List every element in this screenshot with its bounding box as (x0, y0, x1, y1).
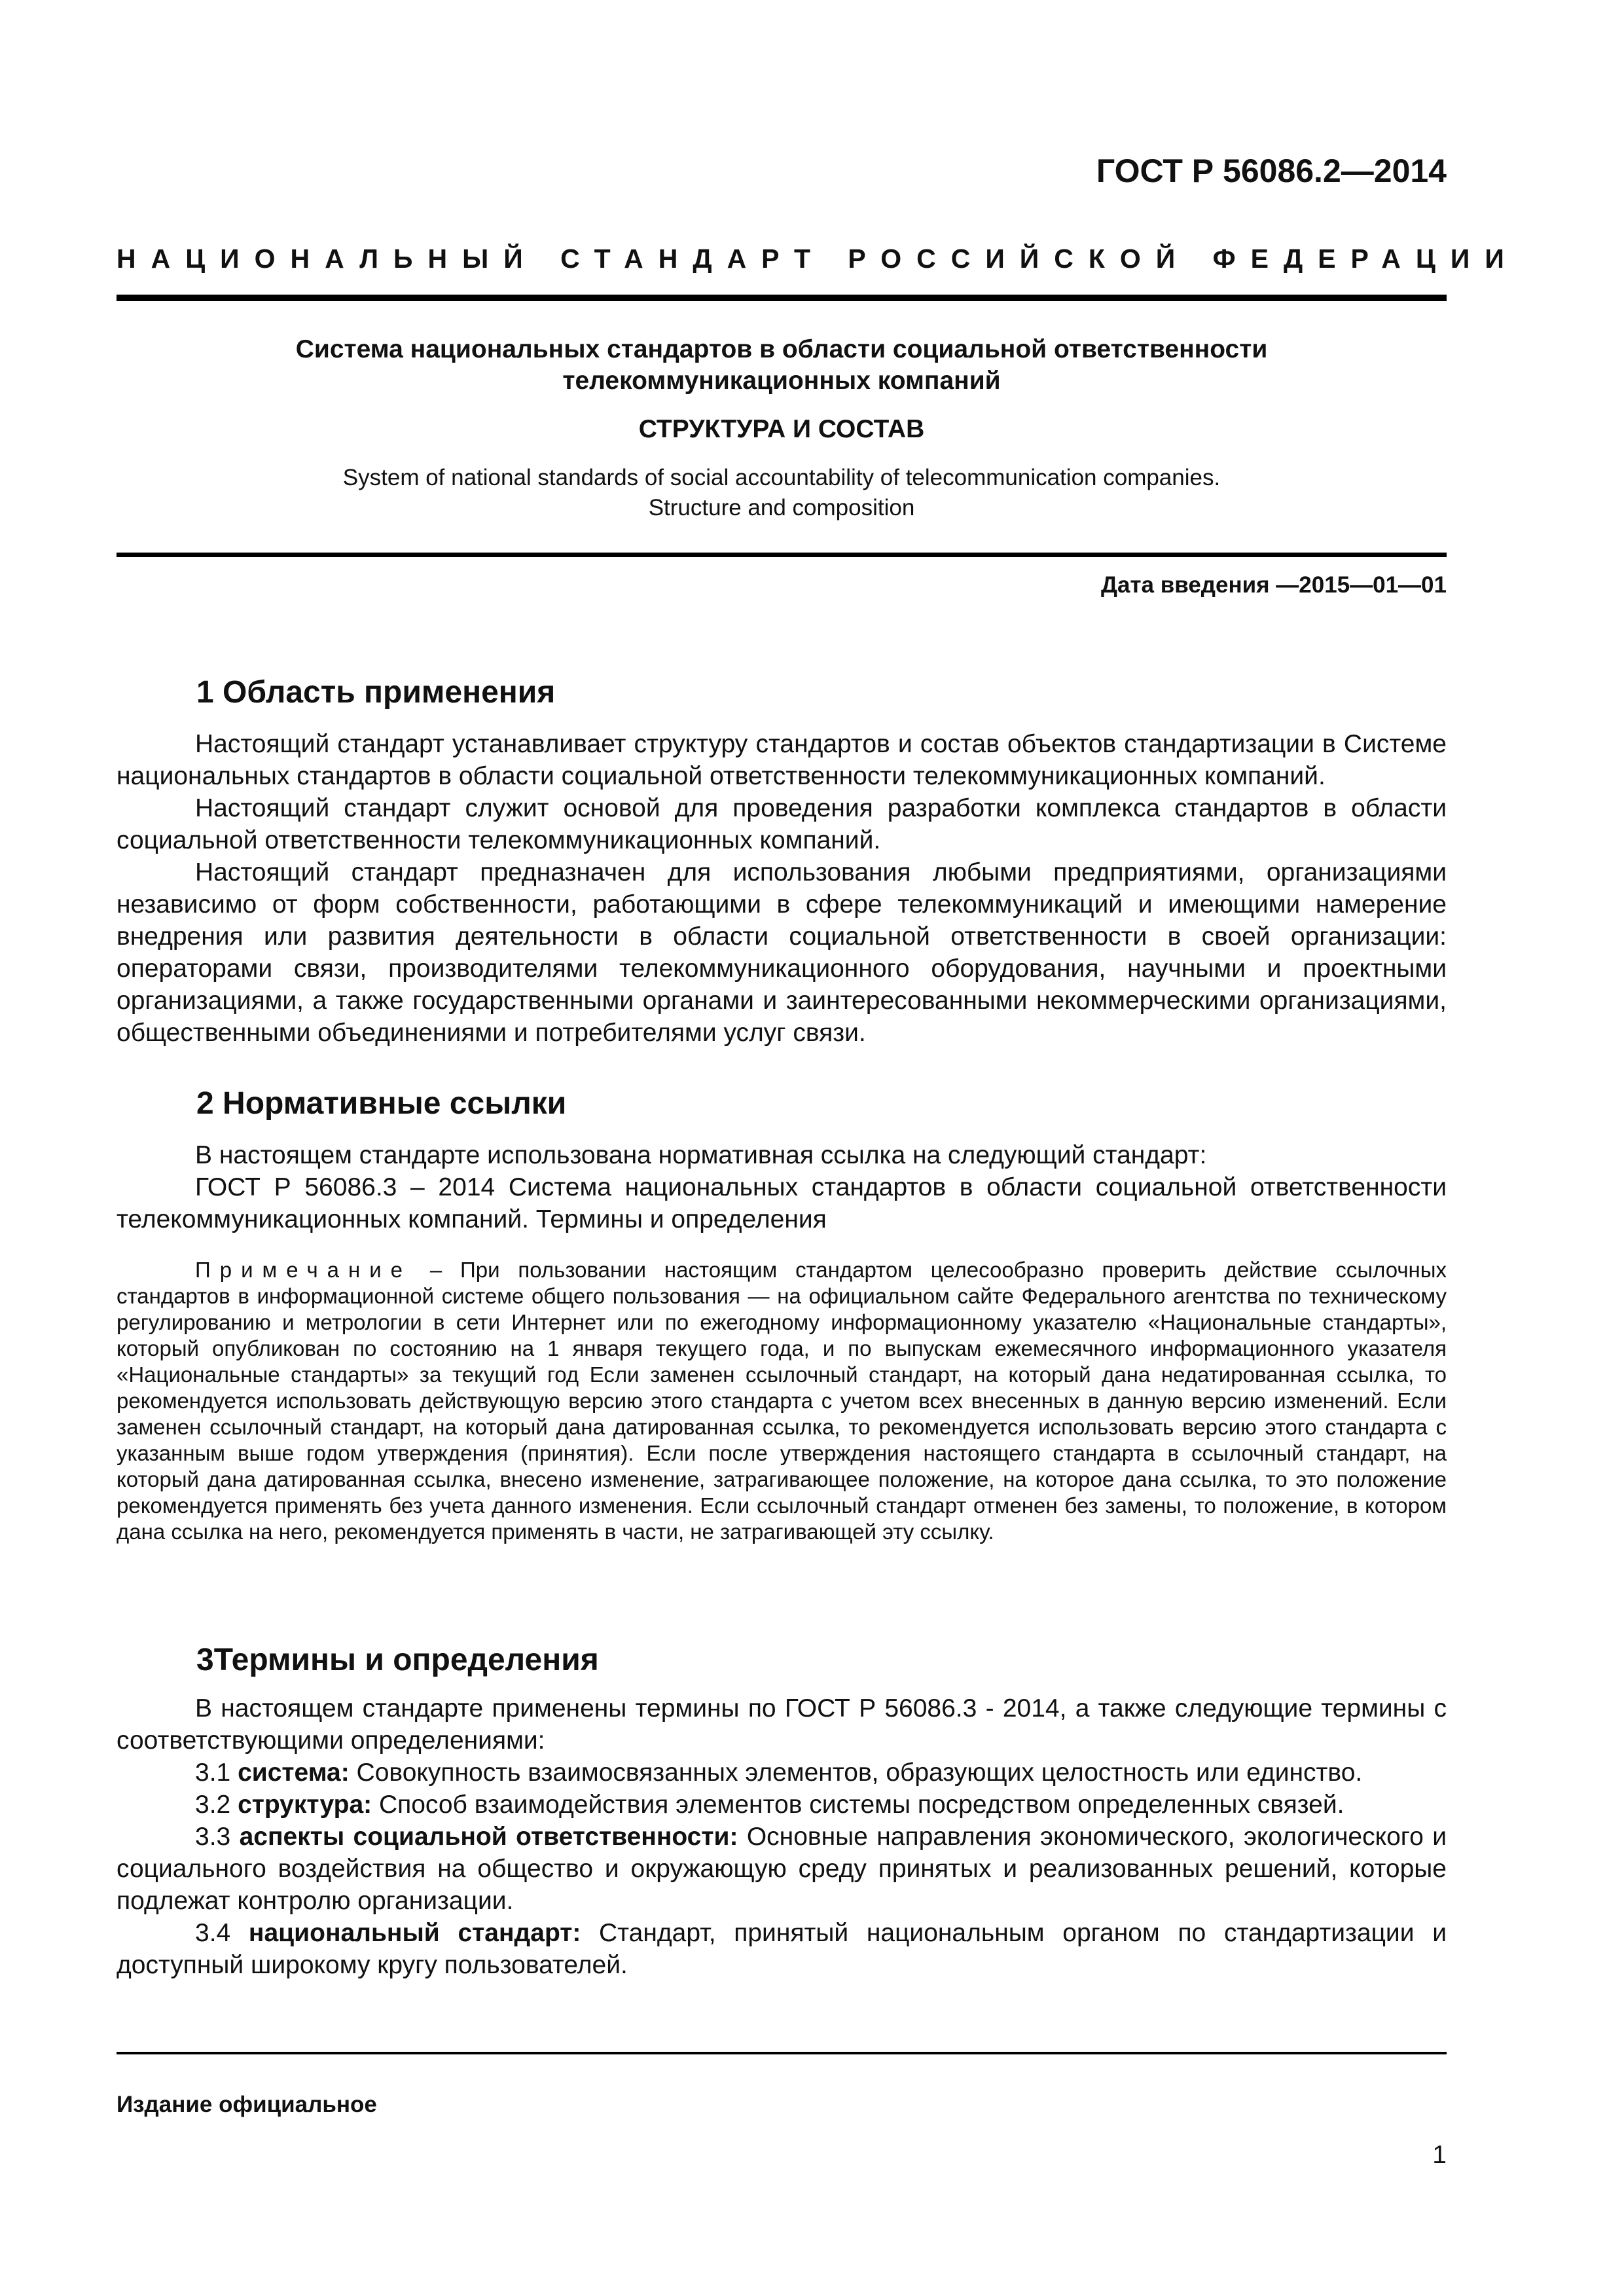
title-english-line-2: Structure and composition (648, 495, 915, 520)
note-text: – При пользовании настоящим стандартом целесообразно проверить действие ссылочных стандартов в информационной системе общего пользования — на официальном сайте Федерального агентства по техническому регулированию и метрологии в сети Интернет или по ежегодному информационному указателю «Национальные стандарты», который опубликован по состоянию на 1 января текущего года, и по выпускам ежемесячного информационного указателя «Национальные стандарты» за текущий год Если заменен ссылочный стандарт, на который дана недатированная ссылка, то рекомендуется использовать действующую версию этого стандарта с учетом всех внесенных в данную версию изменений. Если заменен ссылочный стандарт, на который дана датированная ссылка, то рекомендуется использовать версию этого стандарта с указанным выше годом утверждения (принятия). Если после утверждения настоящего стандарта в ссылочный стандарт, на который дана датированная ссылка, внесено изменение, затрагивающее положение, на которое дана ссылка, то это положение рекомендуется применять без учета данного изменения. Если ссылочный стандарт отменен без замены, то положение, в котором дана ссылка на него, рекомендуется применять в части, не затрагивающей эту ссылку. (117, 1258, 1447, 1544)
term-definition: Совокупность взаимосвязанных элементов, образующих целостность или единство. (349, 1758, 1363, 1787)
term-definition: Основные направления экономического, экологического и социального воздействия на общество и окружающую среду принятых и реализованных решений, которые подлежат контролю организации. (117, 1823, 1447, 1915)
term-number: 3.2 (195, 1791, 238, 1819)
term-number: 3.1 (195, 1758, 238, 1787)
title-rule (117, 553, 1447, 557)
note-label: Примечание (195, 1258, 412, 1282)
note-paragraph (117, 1257, 1447, 1545)
top-rule (117, 295, 1447, 301)
title-structure-composition: СТРУКТУРА И СОСТАВ (638, 415, 925, 443)
section-2-body (117, 1139, 1447, 1235)
document-number: ГОСТ Р 56086.2—2014 (1096, 153, 1447, 189)
section-1-paragraph-1: Настоящий стандарт устанавливает структуру стандартов и состав объектов стандартизации в Системе национальных стандартов в области социальной ответственности телекоммуникационных компаний. (117, 730, 1447, 790)
reference-note (117, 1257, 1447, 1545)
term-name: аспекты социальной ответственности: (239, 1823, 738, 1851)
term-number: 3.4 (195, 1919, 249, 1947)
title-russian-line-1: Система национальных стандартов в области социальной ответственности (295, 335, 1268, 363)
title-russian (117, 334, 1447, 397)
title-russian-line-2: телекоммуникационных компаний (562, 367, 1001, 395)
footer-rule (117, 2052, 1447, 2054)
term-3-4 (117, 1917, 1447, 1981)
term-name: система: (238, 1758, 350, 1787)
term-definition: Способ взаимодействия элементов системы посредством определенных связей. (372, 1791, 1344, 1819)
term-name: структура: (238, 1791, 372, 1819)
page-number: 1 (1432, 2141, 1447, 2169)
national-standard-banner: НАЦИОНАЛЬНЫЙ СТАНДАРТ РОССИЙСКОЙ ФЕДЕРАЦИИ (117, 244, 1519, 274)
section-1-paragraph-2: Настоящий стандарт служит основой для проведения разработки комплекса стандартов в области социальной ответственности телекоммуникационных компаний. (117, 794, 1447, 854)
section-1-paragraph-3: Настоящий стандарт предназначен для использования любыми предприятиями, организациями независимо от форм собственности, работающими в сфере телекоммуникаций и имеющими намерение внедрения или развития деятельности в области социальной ответственности в своей организации: операторами связи, производителями телекоммуникационного оборудования, научными и проектными организациями, а также государственными органами и заинтересованными некоммерческими организациями, общественными объединениями и потребителями услуг связи. (117, 858, 1447, 1047)
term-3-3 (117, 1821, 1447, 1917)
term-name: национальный стандарт: (248, 1919, 581, 1947)
term-3-2 (117, 1789, 1447, 1821)
section-1-body (117, 728, 1447, 1049)
section-3-paragraph-1: В настоящем стандарте применены термины по ГОСТ Р 56086.3 - 2014, а также следующие термины с соответствующими определениями: (117, 1694, 1447, 1755)
section-3-heading: 3Термины и определения (196, 1643, 599, 1677)
term-definition: Стандарт, принятый национальным органом по стандартизации и доступный широкому кругу пользователей. (117, 1919, 1447, 1979)
section-3-body (117, 1692, 1447, 1981)
official-edition-label: Издание официальное (117, 2092, 377, 2117)
term-3-1 (117, 1757, 1447, 1789)
section-2-paragraph-2: ГОСТ Р 56086.3 – 2014 Система национальных стандартов в области социальной ответственности телекоммуникационных компаний. Термины и определения (117, 1173, 1447, 1233)
section-1-heading: 1 Область применения (196, 675, 556, 710)
title-english (117, 463, 1447, 523)
introduction-date: Дата введения —2015—01—01 (1101, 572, 1447, 598)
section-2-heading: 2 Нормативные ссылки (196, 1086, 567, 1121)
section-2-paragraph-1: В настоящем стандарте использована нормативная ссылка на следующий стандарт: (195, 1141, 1207, 1169)
term-number: 3.3 (195, 1823, 240, 1851)
title-english-line-1: System of national standards of social accountability of telecommunication companies. (342, 465, 1221, 490)
